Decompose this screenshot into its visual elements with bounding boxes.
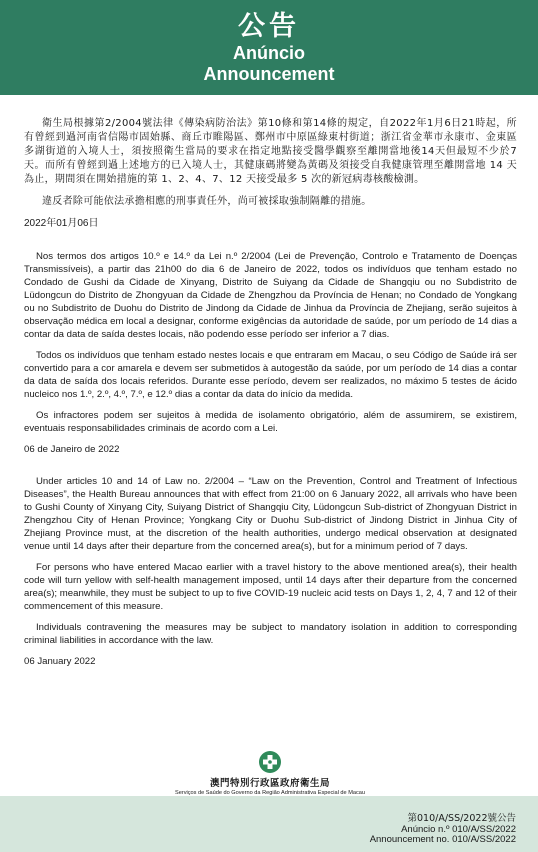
issuer-block [150, 750, 390, 796]
header-banner [0, 0, 538, 95]
english-paragraph-1: Under articles 10 and 14 of Law no. 2/2004 – “Law on the Prevention, Control and Treatment of Infectious Diseases”, the Health Bureau announces that with effect from 21:00 on 6 January 2022, all arrivals who have been to Gushi County of Xinyang City, Suiyang District of Shangqiu City, Lüdongcun Sub-district of Zhongyuan District in Zhengzhou City of Henan Province; Yongkang City or Duohu Sub-district of Jindong District in Jinhua City of Zhejiang Province must, at the discretion of the health authorities, undergo medical observation at designated venue until 14 days after their departure from the concerned area(s), but for a minimum period of 7 days. [24, 476, 517, 552]
issuer-name-portuguese: Serviços de Saúde do Governo da Região Administrativa Especial de Macau [175, 790, 365, 796]
title-english: Announcement [203, 64, 335, 84]
footer-band [0, 796, 538, 852]
english-paragraph-3: Individuals contravening the measures may be subject to mandatory isolation in addition to corresponding criminal liabilities in accordance with the law. [24, 622, 517, 646]
portuguese-paragraph-3: Os infractores podem ser sujeitos à medida de isolamento obrigatório, além de assumirem, se existirem, eventuais responsabilidades criminais de acordo com a Lei. [24, 410, 517, 434]
chinese-date: 2022年01月06日 [24, 218, 99, 229]
portuguese-paragraph-2: Todos os indivíduos que tenham estado nestes locais e que entraram em Macau, o seu Código de Saúde irá ser convertido para a cor amarela e devem ser submetidos à autogestão da saúde, por um período de 14 dias a contar da data de saída dos locais referidos. Durante esse período, devem ser realizados, no máximo 5 testes de ácido nucleico nos 1.º, 2.º, 4.º, 7.º, e 12.º dias a contar da data do início da medida. [24, 350, 517, 400]
chinese-paragraph-1: 衛生局根據第2/2004號法律《傳染病防治法》第10條和第14條的規定，自2022年1月6日21時起，所有曾經到過河南省信陽市固始縣、商丘市睢陽區、鄭州市中原區綠東村街道；浙江省金華市永康市、金東區多湖街道的入境人士，須按照衛生當局的要求在指定地點接受醫學觀察至離開當地後14天但最短不少於7天。而所有曾經到過上述地方的已入境人士，其健康碼將變為黃碼及須接受自我健康管理至離開當地 14 天為止，期間須在開始措施的第 1、2、4、7、12 天接受最多 5 次的新冠病毒核酸檢測。 [24, 118, 517, 185]
reference-number-portuguese: Anúncio n.º 010/A/SS/2022 [401, 824, 516, 835]
issuer-name-chinese: 澳門特別行政區政府衛生局 [209, 778, 330, 789]
english-paragraph-2: For persons who have entered Macao earlier with a travel history to the above mentioned area(s), their health code will turn yellow with self-health management imposed, until 14 days after their departure from the concerned area(s); meanwhile, they must be subject to up to five COVID-19 nucleic acid tests on Days 1, 2, 4, 7 and 12 of their commencement of this measure. [24, 562, 517, 612]
english-date: 06 January 2022 [24, 656, 96, 667]
chinese-paragraph-2: 違反者除可能依法承擔相應的刑事責任外，尚可被採取強制隔離的措施。 [42, 196, 372, 207]
portuguese-paragraph-1: Nos termos dos artigos 10.º e 14.º da Lei n.º 2/2004 (Lei de Prevenção, Controlo e Tratamento de Doenças Transmissíveis), a partir das 21h00 do dia 6 de Janeiro de 2022, todos os indivíduos que tenham estado no Condado de Gushi da Cidade de Xinyang, Distrito de Suiyang da Cidade de Shangqiu ou no Subdistrito de Lüdongcun do Distrito de Zhongyuan da Cidade de Zhengzhou da Província de Henan; no Condado de Yongkang ou no Subdistrito de Duohu do Distrito de Jindong da Cidade de Jinhua da Província de Zhejiang, serão sujeitos à observação médica em local a designar, conforme exigências da autoridade de saúde, por um período de 14 dias a contar da data de saída destes locais, não podendo esse período ser inferior a 7 dias. [24, 251, 517, 340]
health-bureau-logo-icon [258, 750, 282, 774]
announcement-body [24, 117, 517, 687]
portuguese-date: 06 de Janeiro de 2022 [24, 444, 120, 455]
reference-number-english: Announcement no. 010/A/SS/2022 [369, 834, 516, 845]
title-chinese: 公告 [238, 11, 300, 42]
title-portuguese: Anúncio [233, 43, 305, 63]
reference-number-chinese: 第010/A/SS/2022號公告 [407, 813, 516, 824]
